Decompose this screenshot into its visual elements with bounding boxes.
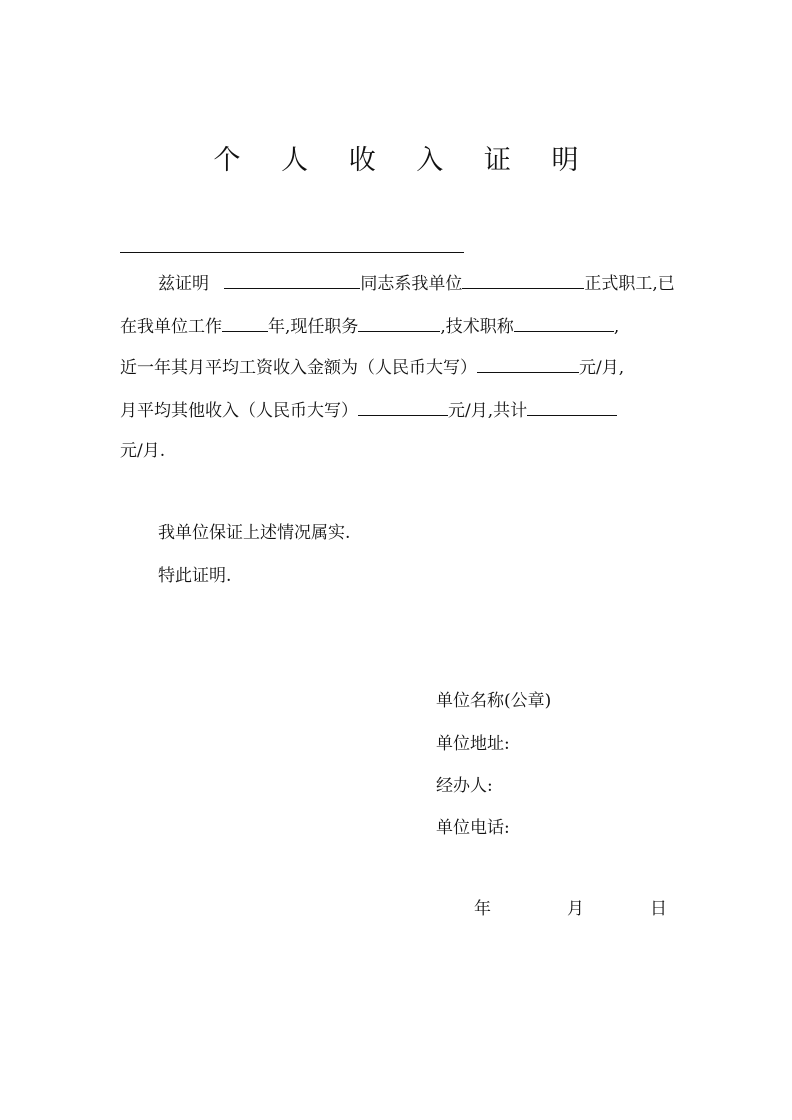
name-blank[interactable]: [224, 270, 360, 289]
text-yuan-per-month-1: 元/月,: [579, 358, 625, 378]
date-month-label: 月: [567, 899, 584, 919]
text-certify: 兹证明: [158, 274, 209, 294]
position-blank[interactable]: [358, 313, 440, 332]
unit-phone-label: 单位电话:: [436, 818, 510, 838]
guarantee-statement: 我单位保证上述情况属实.: [158, 523, 351, 543]
text-comrade-of-unit: 同志系我单位: [360, 274, 463, 294]
text-yuan-per-month-2: 元/月.: [120, 441, 166, 461]
text-yuan-per-month-total: 元/月,共计: [448, 401, 528, 421]
body-line-5: [120, 439, 165, 463]
document-title: 个 人 收 入 证 明: [213, 145, 595, 176]
recipient-blank[interactable]: [120, 252, 464, 253]
handler-label: 经办人:: [436, 776, 493, 796]
other-income-blank[interactable]: [358, 397, 448, 416]
closing-statement: 特此证明.: [158, 566, 232, 586]
technical-title-blank[interactable]: [514, 313, 614, 332]
text-current-position: 年,现任职务: [268, 317, 359, 337]
text-worked-at-unit: 在我单位工作: [120, 317, 222, 337]
body-line-4: [120, 397, 617, 423]
body-line-2: [120, 313, 619, 339]
unit-blank[interactable]: [462, 270, 584, 289]
unit-address-label: 单位地址:: [436, 734, 510, 754]
salary-amount-blank[interactable]: [477, 354, 579, 373]
date-year-label: 年: [474, 899, 491, 919]
text-technical-title: ,技术职称: [440, 317, 514, 337]
date-day-label: 日: [650, 899, 667, 919]
text-other-income: 月平均其他收入（人民币大写）: [120, 401, 358, 421]
text-monthly-salary: 近一年其月平均工资收入金额为（人民币大写）: [120, 358, 477, 378]
total-income-blank[interactable]: [527, 397, 617, 416]
body-line-1: [158, 270, 675, 296]
text-comma: ,: [613, 317, 620, 337]
unit-name-label: 单位名称(公章): [436, 691, 552, 711]
text-formal-employee: 正式职工,已: [584, 274, 675, 294]
body-line-3: [120, 354, 624, 380]
years-blank[interactable]: [222, 313, 268, 332]
